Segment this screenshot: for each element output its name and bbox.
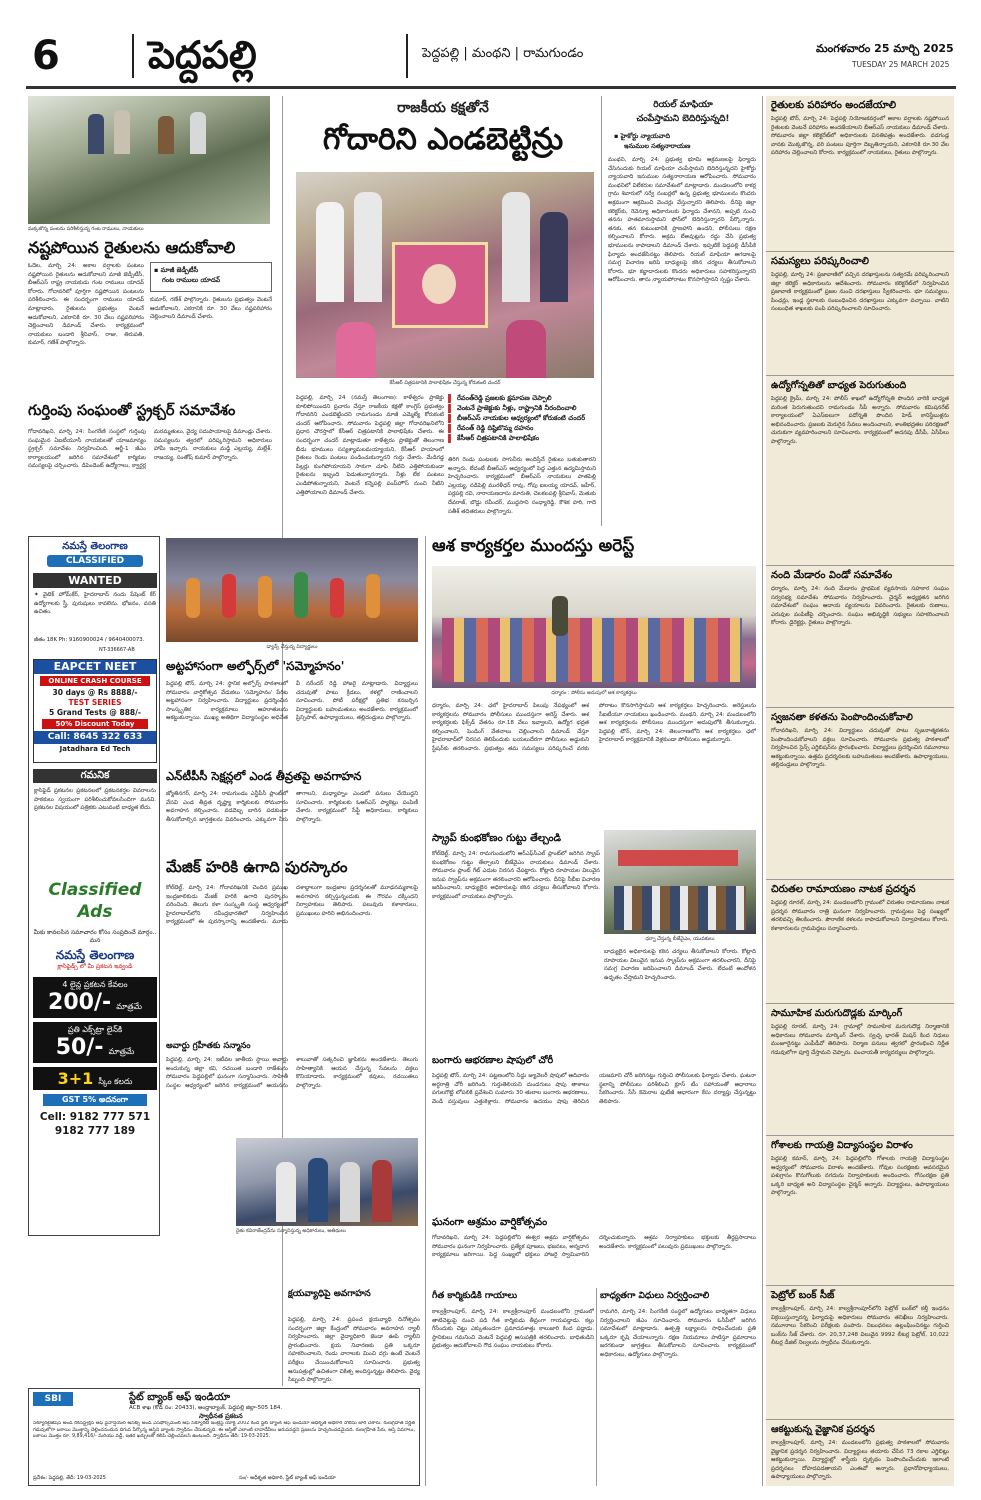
right-column — [766, 96, 954, 1486]
headline-farmers: నష్టపోయిన రైతులను ఆదుకోవాలి — [28, 238, 236, 257]
right-column-item — [766, 1003, 954, 1135]
cell-1: Cell: 9182 777 571 — [39, 1111, 151, 1123]
eapcet-line2: 30 days @ Rs 8888/- — [52, 688, 138, 697]
right-col-body: పెద్దపల్లి టౌన్, మార్చి 24: పెద్దపల్లి నియోజకవర్గంలో అకాల వర్షాలకు నష్టపోయిన రైతులకు వెంటనే పరిహారం అందజేయాలని బీఆర్ఎస్ నాయకులు డిమాండ్ చేశారు. సోమవారం జిల్లా కలెక్టరేట్‌లో అధికారులకు వినతిపత్రం అందజేశారు. వడగండ్ల వానకు మొక్కజొన్న, వరి పంటలు పూర్తిగా దెబ్బతిన్నాయని, ఎకరానికి రూ.30 వేల పరిహారం చెల్లించాలని కోరారు. కార్యక్రమంలో నాయకులు, రైతులు పాల్గొన్నారు. — [771, 116, 949, 157]
right-column-item — [766, 96, 954, 251]
ads-brand: నమస్తే తెలంగాణ — [55, 948, 135, 962]
price1-label: 4 లైన్ల ప్రకటన కేవలం — [62, 980, 128, 989]
farm-photo-caption: మక్కజొన్న పంటను పరిశీలిస్తున్న గంట రాములు, నాయకులు — [28, 226, 144, 232]
classified-badge: CLASSIFIED — [47, 555, 143, 567]
lead-kicker: రాజకీయ కక్షతోనే — [397, 100, 489, 116]
price1-value: 200/- — [48, 990, 112, 1015]
dance-photo-caption: డ్యాన్స్ చేస్తున్న విద్యార్థులు — [266, 644, 318, 650]
eapcet-ad — [33, 659, 157, 763]
right-column-item — [766, 565, 954, 707]
page-number: 6 — [32, 33, 60, 79]
right-col-body: కాల్వశ్రీరాంపూర్, మార్చి 24: మండలంలోని ప్రభుత్వ పాఠశాలలో సోమవారం వైజ్ఞానిక ప్రదర్శన నిర్వహించారు. విద్యార్థులు తయారు చేసిన 73 రకాల ఎగ్జిబిట్లు ఆకట్టుకున్నాయి. విద్యార్థుల్లో శాస్త్రీయ దృక్పథం పెంపొందించేందుకు ఇలాంటి ప్రదర్శనలు దోహదపడతాయని ఎంఈవో అన్నారు. ప్రధానోపాధ్యాయులు, ఉపాధ్యాయులు పాల్గొన్నారు. — [771, 1440, 949, 1481]
lead-photo-caption: కేసీఆర్ చిత్రపటానికి పాలాభిషేకం చేస్తున్న కోరుకంటి చందర్ — [389, 380, 501, 386]
right-col-body: ధర్మారం, మార్చి 24: నంది మేడారం ప్రాథమిక వ్యవసాయ సహకార సంఘం సర్వసభ్య సమావేశం సోమవారం నిర్వహించారు. చైర్మన్ అధ్యక్షతన జరిగిన సమావేశంలో సంఘం ఆదాయ వ్యయాలను వివరించారు. రైతులకు రుణాలు, ఎరువుల పంపిణీపై చర్చించారు. సంఘం అభివృద్ధికి సభ్యులు సహకరించాలని కోరారు. డైరెక్టర్లు, రైతులు పాల్గొన్నారు. — [771, 586, 949, 627]
sbi-body: సెక్యూరిటైజేషన్ అండ్ రీకన్‌స్ట్రక్షన్ ఆఫ్ ఫైనాన్షియల్ అసెట్స్ అండ్ ఎన్‌ఫోర్స్‌మెంట్ ఆఫ్ సెక్యూరిటీ ఇంట్రెస్ట్ యాక్ట్ 2002 కింద స్టేట్ బ్యాంక్ ఆఫ్ ఇండియా అధీకృత అధికారి నోటీసు జారీ చేశారు. రుణగ్రహీత నిర్ణీత గడువులోగా బకాయి మొత్తాన్ని చెల్లించనందున దిగువ పేర్కొన్న ఆస్తిని బ్యాంకు స్వాధీనం చేసుకున్నది. ఈ ఆస్తితో ఎలాంటి లావాదేవీలు జరుపవద్దని ప్రజలను హెచ్చరించడమైనది. రుణగ్రహీత పేరు, ఆస్తి వివరాలు, బకాయి మొత్తం రూ. 9,89,416/- మరియు వడ్డీ, ఇతర ఖర్చులతో కలిపి చెల్లించవలసి ఉంటుంది. స్వాధీనం తేదీ: 19-03-2025. — [33, 1421, 415, 1440]
right-col-body: పెద్దపల్లి, మార్చి 24: ప్రజావాణిలో వచ్చిన దరఖాస్తులను సత్వరమే పరిష్కరించాలని జిల్లా కలెక్టర్ అధికారులను ఆదేశించారు. సోమవారం కలెక్టరేట్‌లో నిర్వహించిన ప్రజావాణి కార్యక్రమంలో ప్రజల నుంచి దరఖాస్తులు స్వీకరించారు. భూ సమస్యలు, పింఛన్లు, ఇండ్ల స్థలాలకు సంబంధించిన దరఖాస్తులు ఎక్కువగా వచ్చాయి. వాటిని సంబంధిత శాఖలకు పంపి పరిష్కరించాలని సూచించారు. — [771, 272, 949, 313]
date-telugu: మంగళవారం 25 మార్చి 2025 — [816, 42, 954, 55]
realestate-sub2: ఇనుముల సత్యనారాయణ — [624, 142, 691, 150]
headline-gold-theft: బంగారు ఆభరణాల షాపులో చోరీ — [432, 1055, 554, 1066]
realestate-sub1: ▪ హైకోర్టు న్యాయవాది — [614, 132, 671, 140]
asha-photo — [432, 566, 756, 688]
right-column-item — [766, 1285, 954, 1419]
right-column-item — [766, 1135, 954, 1285]
price3-value: 3+1 — [57, 1069, 94, 1088]
right-col-headline: స్వజనతా కళతను పెంపొందించుకోవాలి — [771, 712, 913, 723]
masthead-rule — [26, 86, 956, 89]
price2-tail: మాత్రమే — [108, 1047, 135, 1056]
sbi-address: ACB శాఖ (కోడ్ సం: 20433), ఆంధ్రాబ్యాంక్, పెద్దపల్లి జిల్లా-505 184. — [129, 1405, 283, 1411]
headline-geetha: గీత కార్మికుడికి గాయాలు — [432, 1291, 518, 1301]
article-ntpc-body: జ్యోతినగర్, మార్చి 24: రామగుండం ఎన్టీపీసీ ప్లాంట్‌లో వేసవి ఎండ తీవ్రత దృష్ట్యా కార్మికులకు సోమవారం అవగాహన కల్పించారు. వడదెబ్బ బారిన పడకుండా తీసుకోవాల్సిన జాగ్రత్తలను వివరించారు. ఎక్కువగా నీరు తాగాలని, మధ్యాహ్నం ఎండలో పనులు చేయొద్దని సూచించారు. కార్మికులకు ఓఆర్ఎస్ ప్యాకెట్లు పంపిణీ చేశారు. కార్యక్రమంలో సేఫ్టీ అధికారులు, కార్మికులు పాల్గొన్నారు. — [166, 791, 418, 823]
sbi-logo — [33, 1392, 73, 1406]
gst-note: GST 5% అదనంగా — [43, 1094, 147, 1106]
headline-ugadi: మేజిక్ హరికి ఉగాది పురస్కారం — [166, 858, 348, 876]
scrap-body: కోల్‌బెల్ట్, మార్చి 24: రామగుండంలోని ఆర్ఎఫ్‌సీఎల్ ప్లాంట్‌లో జరిగిన స్క్రాప్ కుంభకోణం గుట్టు తేల్చాలని బీజేవైఎం నాయకులు డిమాండ్ చేశారు. సోమవారం ప్లాంట్ గేట్ ఎదుట నిరసన చేపట్టారు. కోట్లాది రూపాయల విలువైన ఇనుప స్క్రాప్‌ను అక్రమంగా తరలించారని ఆరోపించారు. దీనిపై సీబీఐ విచారణ జరిపించాలని, బాధ్యులైన అధికారులపై కఠిన చర్యలు తీసుకోవాలని కోరారు. కార్యక్రమంలో నాయకులు పాల్గొన్నారు. — [432, 851, 600, 900]
price1-tail: మాత్రమే — [116, 1002, 142, 1011]
eapcet-org: Jatadhara Ed Tech — [59, 745, 131, 753]
eapcet-title: EAPCET NEET — [34, 660, 156, 674]
ashram-body: గోదావరిఖని, మార్చి 24: పెద్దపల్లిలోని ఈశ్వర ఆశ్రమ వార్షికోత్సవం సోమవారం ఘనంగా నిర్వహించారు. ప్రత్యేక పూజలు, భజనలు, అన్నదాన కార్యక్రమాలు జరిగాయి. పెద్ద సంఖ్యలో భక్తులు హాజరై స్వామివారిని దర్శించుకున్నారు. ఆశ్రమ నిర్వాహకులు భక్తులకు తీర్థప్రసాదాలు అందజేశారు. కార్యక్రమంలో పలువురు ప్రముఖులు పాల్గొన్నారు. — [432, 1235, 756, 1259]
lead-bullet: కేసీఆర్ చిత్రపటానికి పాలాభిషేకం — [448, 434, 596, 443]
asha-photo-caption: ధర్మారం : పోలీసు అదుపులో ఆశ కార్యకర్తలు — [551, 690, 637, 696]
realestate-body: మంథని, మార్చి 24: ప్రభుత్వ భూమి ఆక్రమణలపై ఫిర్యాదు చేసినందుకు రియల్ మాఫియా చంపేస్తామని బెదిరిస్తున్నదని హైకోర్టు న్యాయవాది ఇనుముల సత్యనారాయణ ఆరోపించారు. సోమవారం మంథనిలో విలేకరుల సమావేశంలో మాట్లాడారు. మండలంలోని కాకర్ల గ్రామ శివారులో సర్వే నంబర్లలో ఉన్న ప్రభుత్వ భూములను కొందరు అక్రమంగా ఆక్రమించి వెంచర్లు వేస్తున్నారని తెలిపారు. దీనిపై జిల్లా కలెక్టర్‌కు, రెవెన్యూ అధికారులకు ఫిర్యాదు చేశానని, అప్పటి నుంచి తనను హతమారుస్తామని ఫోన్‌లో బెదిరిస్తున్నారని పేర్కొన్నారు. తనకు, తన కుటుంబానికి ప్రాణహాని ఉందని, పోలీసులు రక్షణ కల్పించాలని కోరారు. అక్రమ లేఅవుట్లను రద్దు చేసి ప్రభుత్వ భూములను కాపాడాలని డిమాండ్ చేశారు. ఇప్పటికే పెద్దపల్లి డీసీపీకి ఫిర్యాదు అందజేసినట్టు తెలిపారు. రియల్ మాఫియా ఆగడాలపై సమగ్ర విచారణ జరిపి బాధ్యులపై కఠిన చర్యలు తీసుకోవాలని కోరారు. భూ కబ్జాదారులకు కొందరు అధికారులు సహకరిస్తున్నారని ఆరోపించారు. తాను న్యాయపోరాటం కొనసాగిస్తానని స్పష్టం చేశారు. — [608, 157, 756, 284]
lead-bullet: వెంటనే ప్రాజెక్టుకు నీళ్లు, రాష్ట్రానికి నీరందించాలి — [448, 404, 596, 413]
right-column-item — [766, 707, 954, 879]
article-award-body: పెద్దపల్లి, మార్చి 24: ఇటీవల జాతీయ స్థాయి అవార్డు అందుకున్న జిల్లా కవి, రచయిత బండారి రాజేశంను సోమవారం పెద్దపల్లిలో ఘనంగా సన్మానించారు. సాహితీ సంస్థల ఆధ్వర్యంలో జరిగిన కార్యక్రమంలో ఆయనను శాలువాతో సత్కరించి జ్ఞాపికను అందజేశారు. తెలుగు సాహిత్యానికి ఆయన చేస్తున్న సేవలను వక్తలు కొనియాడారు. కార్యక్రమంలో కవులు, రచయితలు పాల్గొన్నారు. — [166, 1057, 418, 1089]
award-photo — [236, 1138, 418, 1226]
sbi-notice-title: స్వాధీనత ప్రకటన — [199, 1412, 243, 1420]
right-col-body: కాల్వశ్రీరాంపూర్, మార్చి 24: కాల్వశ్రీరాంపూర్‌లోని పెట్రోల్ బంక్‌లో కల్తీ ఇంధనం విక్రయిస్తున్నారన్న ఫిర్యాదుపై అధికారులు సోమవారం తనిఖీలు నిర్వహించారు. నమూనాలు సేకరించి పరీక్షలకు పంపారు. నిబంధనలు ఉల్లంఘించినట్టు గుర్తించి బంక్‌ను సీజ్ చేశారు. రూ. 20,37,248 విలువైన 9992 లీటర్ల పెట్రోల్, 10,022 లీటర్ల డీజిల్ నిల్వలను స్వాధీనం చేసుకున్నారు. — [771, 1306, 949, 1347]
headline-duty: బాధ్యతగా విధులు నిర్వర్తించాలి — [600, 1291, 710, 1301]
article-farmers-body-a: ఓదెల, మార్చి 24: అకాల వర్షాలకు పంటలు నష్టపోయిన రైతులను ఆదుకోవాలని మాజీ జెడ్పీటీసీ, బీఆర్ఎస్ రాష్ట్ర నాయకుడు గంట రాములు యాదవ్ కోరారు. గోదావరిలో పూర్తిగా నష్టపోయిన పంటలను పరిశీలించారు. ఈ సందర్భంగా రాములు యాదవ్ మాట్లాడారు. రైతులను ప్రభుత్వం వెంటనే ఆదుకోవాలని, ఎకరానికి రూ. 30 వేలు నష్టపరిహారం చెల్లించాలని డిమాండ్ చేశారు. కార్యక్రమంలో నాయకులు బండారి శ్రీనివాస్, రాజు, తిరుపతి, కుమార్, గణేశ్ పాల్గొన్నారు. — [28, 263, 144, 347]
price3-tail: స్కీం కలదు — [98, 1077, 133, 1086]
right-column-item — [766, 879, 954, 1003]
headline-tb: క్షయవ్యాధిపై అవగాహన — [288, 1289, 371, 1299]
right-col-headline: ఆకట్టుకున్న వైజ్ఞానిక ప్రదర్శన — [771, 1424, 875, 1435]
col-divider — [425, 536, 426, 1486]
lead-body-right: తిరిగి రెండు పంటలకు సాగునీరు అందిస్తేనే రైతులు బతుకుతారని అన్నారు. లేదంటే బీఆర్ఎస్ ఆధ్వర్యంలో పెద్ద ఎత్తున ఉద్యమిస్తామని హెచ్చరించారు. కార్యక్రమంలో బీఆర్ఎస్ నాయకులు పాతపెల్లి ఎల్లయ్య, నడిపెల్లి మురళీధర్ రావు, గోపు ఐలయ్య యాదవ్, జహీర్, పర్లపల్లి రవి, నారాయణదాసు మారుతి, చెలకలపల్లి శ్రీనివాస్, మెతుకు దేవరాజ్, బొడ్డు రవీందర్, ముద్దసాని సంధ్యారెడ్డి, కౌశిక హరి, గాదె సతీశ్ తదితరులు పాల్గొన్నారు. — [448, 457, 596, 515]
headline-asha: ఆశ కార్యకర్తల ముందస్తు అరెస్ట్ — [432, 536, 635, 556]
right-col-headline: సమస్యలు పరిష్కరించాలి — [771, 256, 869, 267]
cell-2: 9182 777 189 — [54, 1125, 136, 1137]
farmers-quote-line2: గంట రాములు యాదవ్ — [162, 276, 221, 284]
price2-label: ప్రతి ఎక్స్‌ట్రా లైన్‌కి — [67, 1025, 123, 1034]
article-alphores-body: పెద్దపల్లి టౌన్, మార్చి 24: స్థానిక అల్ఫోర్స్ పాఠశాలలో సోమవారం వార్షికోత్సవ వేడుకలు 'సమ్మోహనం' పేరిట అట్టహాసంగా నిర్వహించారు. విద్యార్థులు ప్రదర్శించిన సాంస్కృతిక కార్యక్రమాలు ఆహూతులను ఆకట్టుకున్నాయి. ముఖ్య అతిథిగా విద్యాసంస్థల అధినేత వీ నరేందర్ రెడ్డి హాజరై మాట్లాడారు. విద్యార్థులు చదువుతో పాటు క్రీడలు, కళల్లో రాణించాలని సూచించారు. పోటీ పరీక్షల్లో ప్రతిభ కనబర్చిన విద్యార్థులకు బహుమతులు అందజేశారు. కార్యక్రమంలో ప్రిన్సిపాల్, ఉపాధ్యాయులు, తల్లిదండ్రులు పాల్గొన్నారు. — [166, 681, 418, 722]
lead-bullet: రేవంత్ రెడ్డి దిష్టిబొమ్మ దహనం — [448, 424, 596, 433]
notice-text: క్లాసిఫైడ్ ప్రకటనల ప్రకటనలలో ప్రకటనకర్తల వివరాలను పాఠకులు స్వయంగా పరిశీలించుకోవలసిందిగా మనవి. ప్రకటనల విషయంలో పత్రికకు ఎటువంటి బాధ్యత లేదు. — [34, 788, 156, 812]
dance-photo — [166, 538, 418, 642]
headline-alphores: అట్టహాసంగా అల్ఫోర్స్‌లో 'సమ్మోహనం' — [166, 659, 345, 673]
headline-scrap: స్క్రాప్ కుంభకోణం గుట్టు తేల్చండి — [432, 833, 562, 844]
farmers-quote-box — [150, 262, 272, 292]
eapcet-line5: 50% Discount Today — [42, 719, 148, 729]
right-column-item — [766, 251, 954, 375]
classified-ads-promo — [33, 875, 157, 1231]
eapcet-line3: TEST SERIES — [68, 698, 122, 707]
col-divider — [601, 96, 602, 526]
right-col-body: పెద్దపల్లి కమాన్, మార్చి 24: పెద్దపల్లిలోని గోశాలకు గాయత్రి విద్యాసంస్థల ఆధ్వర్యంలో సోమవారం విరాళం అందజేశారు. గోవుల సంరక్షణకు అవసరమైన పశుగ్రాసం కొనుగోలుకు నగదును నిర్వాహకులకు అందించారు. గోసంరక్షణ ప్రతి ఒక్కరి బాధ్యత అని విద్యాసంస్థల చైర్మన్ అన్నారు. విద్యార్థులు, ఉపాధ్యాయులు పాల్గొన్నారు. — [771, 1156, 949, 1197]
edition-subtitle: పెద్దపల్లి | మంథని | రామగుండం — [422, 46, 584, 61]
geetha-body: కాల్వశ్రీరాంపూర్, మార్చి 24: కాల్వశ్రీరాంపూర్ మండలంలోని గ్రామంలో తాటిచెట్టుపై నుంచి పడి గీత కార్మికుడు తీవ్రంగా గాయపడ్డాడు. కల్లు గీసేందుకు చెట్టు ఎక్కుతుండగా ప్రమాదవశాత్తు కాలుజారి కింద పడ్డాడు. స్థానికులు గమనించి వెంటనే పెద్దపల్లి ఆసుపత్రికి తరలించారు. బాధితుడిని ప్రభుత్వం ఆదుకోవాలని గౌడ సంఘం నాయకులు కోరారు. — [432, 1309, 594, 1350]
right-column-item — [766, 375, 954, 565]
wanted-code: NT-336667-AB — [99, 647, 135, 653]
award-photo-caption: రైతు కవిరాజేంద్రన్‌ను సన్మానిస్తున్న అధికారులు, అతిథులు — [236, 1228, 346, 1234]
headline-ntpc: ఎన్‌టీపీసీ సెక్షన్లలో ఎండ తీవ్రతపై అవగాహన — [166, 769, 362, 783]
lead-bullet: రేవంత్‌రెడ్డి ప్రజలకు క్షమాపణ చెప్పాలి — [448, 394, 596, 403]
wanted-label: WANTED — [33, 573, 157, 588]
scrap-photo-caption: ధర్నా చేస్తున్న బీజేవైఎం, యువకులు — [645, 936, 715, 942]
right-col-body: పెద్దపల్లి రూరల్, మార్చి 24: మండలంలోని గ్రామంలో చిరుతల రామాయణం నాటక ప్రదర్శన సోమవారం రాత్రి ఘనంగా నిర్వహించారు. గ్రామస్తులు పెద్ద సంఖ్యలో తరలివచ్చి తిలకించారు. పౌరాణిక కళలను కాపాడుకోవాలని నిర్వాహకులు కోరారు. కళాకారులను గ్రామపెద్దలు సన్మానించారు. — [771, 900, 949, 932]
article-ugadi-body: కోల్‌బెల్ట్, మార్చి 24: గోదావరిఖనికి చెందిన ప్రముఖ ఇంద్రజాలికుడు మేజిక్ హరికి ఉగాది పురస్కారం వరించింది. తెలుగు కళా సంస్కృతి సంస్థ ఆధ్వర్యంలో హైదరాబాద్‌లోని రవీంద్రభారతిలో నిర్వహించిన కార్యక్రమంలో ఈ పురస్కారాన్ని అందజేశారు. మూడు దశాబ్దాలుగా ఇంద్రజాల ప్రదర్శనలతో మూఢనమ్మకాలపై అవగాహన కల్పిస్తున్నందుకు ఈ గౌరవం దక్కిందని నిర్వాహకులు తెలిపారు. పలువురు కళాకారులు, ప్రముఖులు హరిని అభినందించారు. — [166, 885, 418, 926]
wanted-text: ✦ వైటెక్ హోమ్‌కేర్, హైదరాబాద్ నందు పేషెంట్ కేర్ ఉద్యోగాలకు స్త్రీ, పురుషులు కావలెను. భోజనం, వసతి ఉచితం. — [34, 592, 156, 616]
masthead-divider-left — [132, 34, 134, 78]
article-structure-body: గోదావరిఖని, మార్చి 24: సింగరేణి సంస్థలో గుర్తింపు సంఘమైన ఏఐటీయూసీ నాయకులతో యాజమాన్యం స్ట్రక్చర్ సమావేశం నిర్వహించింది. ఆర్జీ-1 జీఎం కార్యాలయంలో జరిగిన సమావేశంలో కార్మికుల సమస్యలపై చర్చించారు. డిపెండెంట్ ఉద్యోగాలు, క్వార్టర్ల మరమ్మతులు, వైద్య సదుపాయాలపై డిమాండ్లు చేశారు. సమస్యలను త్వరలో పరిష్కరిస్తామని అధికారులు హామీ ఇచ్చారు. నాయకులు మడ్డి ఎల్లయ్య, మల్లేశ్, రాజయ్య, సంతోష్ కుమార్ పాల్గొన్నారు. — [28, 429, 272, 470]
scrap-body-cont: బాధ్యులైన అధికారులపై కఠిన చర్యలు తీసుకోవాలని కోరారు. కోట్లాది రూపాయల విలువైన ఇనుప స్క్రాప్‌ను అక్రమంగా తరలించారని, దీనిపై సమగ్ర విచారణ జరిపించాలని డిమాండ్ చేశారు. లేదంటే ఆందోళన ఉధృతం చేస్తామని హెచ్చరించారు. — [604, 949, 756, 981]
ads-line: క్లాసిఫైడ్స్ లో మీ ప్రకటన ఇవ్వండి — [57, 963, 133, 970]
lead-headline: గోదారిని ఎండబెట్టిన్రు — [322, 122, 564, 157]
ads-subtitle: మీకు కావలసిన సమాచారం కోసం సంప్రదించే మార్గం.. మన — [33, 929, 157, 944]
right-col-headline: సామూహిక మరుగుదొడ్లకు మార్కింగ్ — [771, 1008, 903, 1019]
sbi-footer-left: ప్రదేశం: పెద్దపల్లి, తేదీ: 19-03-2025 — [33, 1475, 106, 1481]
right-col-body: పెద్దపల్లి రూరల్, మార్చి 24: గ్రామాల్లో సామూహిక మరుగుదొడ్ల నిర్మాణానికి అధికారులు సోమవారం మార్కింగ్ చేశారు. స్వచ్ఛ భారత్ మిషన్ కింద నిధులు మంజూరైనట్టు ఎంపీడీవో తెలిపారు. నిర్మాణ పనులు త్వరలో ప్రారంభించి నిర్ణీత గడువులోగా పూర్తి చేస్తామని చెప్పారు. పంచాయతీ కార్యదర్శులు పాల్గొన్నారు. — [771, 1024, 949, 1056]
wanted-phone: జీతం 18K Ph: 9160900024 / 9640400073. — [34, 637, 145, 643]
sbi-title: స్టేట్ బ్యాంక్ ఆఫ్ ఇండియా — [129, 1392, 231, 1403]
classified-panel — [28, 536, 160, 1236]
sbi-logo-text: SBI — [44, 1394, 62, 1404]
masthead — [26, 30, 956, 86]
gold-theft-body: పెద్దపల్లి టౌన్, మార్చి 24: పట్టణంలోని సిద్దు జ్యువెలరీ షాపులో ఆదివారం అర్ధరాత్రి చోరీ జరిగింది. గుర్తుతెలియని దుండగులు షాపు తాళాలు పగులగొట్టి లోపలికి ప్రవేశించి సుమారు 30 తులాల బంగారు ఆభరణాలు, వెండి వస్తువులు ఎత్తుకెళ్లారు. సోమవారం ఉదయం షాపు తెరిచిన యజమాని చోరీ జరిగినట్టు గుర్తించి పోలీసులకు ఫిర్యాదు చేశారు. ఘటనా స్థలాన్ని పోలీసులు పరిశీలించి క్లూస్ టీం సహాయంతో ఆధారాలు సేకరించారు. సీసీ కెమెరాల ఫుటేజీ ఆధారంగా కేసు దర్యాప్తు చేస్తున్నట్టు తెలిపారు. — [432, 1073, 756, 1105]
lead-bullets — [448, 394, 596, 450]
right-col-headline: చిరుతల రామాయణం నాటక ప్రదర్శన — [771, 884, 916, 895]
headline-award: అవార్డు గ్రహీతకు సన్మానం — [166, 1041, 251, 1051]
realestate-head-line1: రియల్ మాఫియా — [653, 100, 713, 110]
right-col-headline: నంది మేడారం విండో సమావేశం — [771, 570, 893, 581]
right-col-headline: ఉద్యోగోన్నతితో బాధ్యత పెరుగుతుంది — [771, 380, 907, 391]
date-english: TUESDAY 25 MARCH 2025 — [852, 60, 950, 69]
right-col-headline: రైతులకు పరిహారం అందజేయాలి — [771, 100, 897, 111]
right-col-headline: పెట్రోల్ బంక్ సీజ్ — [771, 1290, 835, 1301]
right-column-item — [766, 1419, 954, 1500]
farmers-quote-line1: ▪ మాజీ జెడ్పీటీసీ — [154, 266, 199, 274]
lead-photo — [296, 172, 594, 378]
masthead-divider-mid — [406, 34, 408, 78]
eapcet-line4: 5 Grand Tests @ 888/- — [48, 708, 141, 717]
sbi-footer-right: సం/- అధీకృత అధికారి, స్టేట్ బ్యాంక్ ఆఫ్ ఇండియా — [239, 1475, 336, 1481]
col-divider — [596, 1288, 597, 1486]
realestate-head-line2: చంపేస్తామని బెదిరిస్తున్నది! — [636, 114, 730, 124]
notice-title: గమనిక — [33, 769, 157, 783]
lead-body-left: పెద్దపల్లి, మార్చి 24 (నమస్తే తెలంగాణ): కాళేశ్వరం ప్రాజెక్టు కూలిపోయిందని ప్రచారం చేస్తూ రాజకీయ కక్షతో కాంగ్రెస్ ప్రభుత్వం గోదావరిని ఎండబెట్టిందని రామగుండం మాజీ ఎమ్మెల్యే కోరుకంటి చందర్ ఆరోపించారు. సోమవారం పెద్దపల్లి జిల్లా గోదావరిఖనిలోని ప్రధాన చౌరస్తాలో కేసీఆర్ చిత్రపటానికి పాలాభిషేకం చేశారు. ఈ సందర్భంగా చందర్ మాట్లాడుతూ కాళేశ్వరం ప్రాజెక్టుతో తెలంగాణ బీడు భూములు సస్యశ్యామలమయ్యాయని, కేసీఆర్ హయాంలో రైతులు రెండు పంటలు పండించుకున్నారని గుర్తు చేశారు. మేడిగడ్డ పిల్లర్లు కుంగిపోయాయని సాకుగా చూపి నీటిని ఎత్తిపోయకుండా రైతులను ఇబ్బంది పెడుతున్నారన్నారు. నీళ్లు లేక పంటలు ఎండిపోతున్నాయని, వెంటనే కన్నెపల్లి పంప్‌హౌస్ నుంచి నీటిని ఎత్తిపోయాలని డిమాండ్ చేశారు. — [296, 395, 444, 496]
eapcet-line1: ONLINE CRASH COURSE — [40, 676, 150, 686]
farm-photo — [28, 96, 270, 224]
scrap-photo — [604, 830, 756, 934]
right-col-body: పెద్దపల్లి క్రైమ్, మార్చి 24: పోలీస్ శాఖలో ఉద్యోగోన్నతి పొందిన వారికి బాధ్యత మరింత పెరుగుతుందని రామగుండం సీపీ అన్నారు. సోమవారం కమిషనరేట్ కార్యాలయంలో ఏఎస్ఐలుగా పదోన్నతి పొందిన హెడ్ కానిస్టేబుళ్లను అభినందించారు. ప్రజలకు మెరుగైన సేవలు అందించాలని, శాంతిభద్రతల పరిరక్షణలో చురుకుగా వ్యవహరించాలని సూచించారు. కార్యక్రమంలో అదనపు డీసీపీ, ఏసీపీలు పాల్గొన్నారు. — [771, 396, 949, 445]
article-farmers-body-b: కుమార్, గణేశ్ పాల్గొన్నారు. రైతులను ప్రభుత్వం వెంటనే ఆదుకోవాలని, ఎకరానికి రూ. 30 వేలు నష్టపరిహారం చెల్లించాలని డిమాండ్ చేశారు. — [150, 297, 272, 321]
edition-name: పెద్దపల్లి — [148, 33, 257, 77]
tb-body: పెద్దపల్లి, మార్చి 24: ప్రపంచ క్షయవ్యాధి దినోత్సవం సందర్భంగా జిల్లా కేంద్రంలో సోమవారం అవగాహన ర్యాలీ నిర్వహించారు. జిల్లా వైద్యాధికారి జెండా ఊపి ర్యాలీని ప్రారంభించారు. క్షయ నివారణకు ప్రతి ఒక్కరూ సహకరించాలని, రెండు వారాలకు మించి దగ్గు ఉంటే వెంటనే పరీక్షలు చేయించుకోవాలని సూచించారు. ప్రభుత్వ ఆసుపత్రుల్లో ఉచితంగా చికిత్స అందిస్తున్నట్టు తెలిపారు. వైద్య సిబ్బంది పాల్గొన్నారు. — [288, 1317, 420, 1384]
right-col-headline: గోశాలకు గాయత్రి విద్యాసంస్థల విరాళం — [771, 1140, 913, 1151]
duty-body: రామగిరి, మార్చి 24: సింగరేణి సంస్థలో ఉద్యోగులు బాధ్యతగా విధులు నిర్వర్తించాలని జీఎం సూచించారు. సోమవారం ఓసీపీలో జరిగిన సమావేశంలో మాట్లాడారు. ఉత్పత్తి లక్ష్యాలను సాధించేందుకు ప్రతి ఒక్కరూ కృషి చేయాలన్నారు. రక్షణ నియమాలు పాటిస్తూ ప్రమాదాలు జరగకుండా జాగ్రత్తలు తీసుకోవాలని సూచించారు. కార్యక్రమంలో అధికారులు, ఉద్యోగులు పాల్గొన్నారు. — [600, 1309, 756, 1358]
ads-title: Classified Ads — [48, 880, 142, 922]
headline-ashram: ఘనంగా ఆశ్రమం వార్షికోత్సవం — [432, 1217, 548, 1228]
lead-bullet: బీఆర్ఎస్ నాయకుల ఆధ్వర్యంలో కోరుకంటి చందర్ — [448, 414, 596, 423]
headline-structure-meeting: గుర్తింపు సంఘంతో స్ట్రక్చర్ సమావేశం — [28, 403, 236, 419]
price2-value: 50/- — [55, 1035, 104, 1060]
right-col-body: గోదావరిఖని, మార్చి 24: విద్యార్థులు చదువుతో పాటు సృజనాత్మకతను పెంపొందించుకోవాలని వక్తలు సూచించారు. సోమవారం ప్రభుత్వ పాఠశాలలో నిర్వహించిన సైన్స్ ఎగ్జిబిషన్‌ను ప్రారంభించారు. విద్యార్థులు ప్రదర్శించిన నమూనాలు ఆకట్టుకున్నాయి. ఉత్తమ ప్రదర్శనలకు బహుమతులు అందజేశారు. ఉపాధ్యాయులు, తల్లిదండ్రులు పాల్గొన్నారు. — [771, 728, 949, 769]
eapcet-call: Call: 8645 322 633 — [34, 731, 156, 744]
classified-brand: నమస్తే తెలంగాణ — [62, 541, 128, 552]
asha-body: ధర్మారం, మార్చి 24: ఛలో హైదరాబాద్ పిలుపు నేపథ్యంలో ఆశ కార్యకర్తలను సోమవారం పోలీసులు ముందస్తుగా అరెస్ట్ చేశారు. ఆశ కార్యకర్తలకు ఫిక్స్‌డ్ వేతనం రూ.18 వేలు ఇవ్వాలని, ఉద్యోగ భద్రత కల్పించాలని, పెండింగ్ వేతనాలు చెల్లించాలని డిమాండ్ చేస్తూ హైదరాబాద్‌లో నిరసన తెలిపేందుకు బయలుదేరగా పోలీసులు అడ్డుకుని స్టేషన్‌కు తరలించారు. ప్రభుత్వం తమ సమస్యలు పరిష్కరించే వరకు పోరాటం కొనసాగిస్తామని ఆశ కార్యకర్తలు హెచ్చరించారు. అరెస్టులను సీఐటీయూ నాయకులు ఖండించారు. మంథని, మార్చి 24: మండలంలోని ఆశ కార్యకర్తలను పోలీసులు ముందస్తుగా అదుపులోకి తీసుకున్నారు. పెద్దపల్లి టౌన్, మార్చి 24: తెలంగాణలోని ఆశ కార్యకర్తలు ఛలో హైదరాబాద్ కార్యక్రమానికి వెళ్లకుండా పోలీసులు అడ్డుకున్నారు. — [432, 703, 756, 752]
col-divider — [762, 96, 763, 1486]
